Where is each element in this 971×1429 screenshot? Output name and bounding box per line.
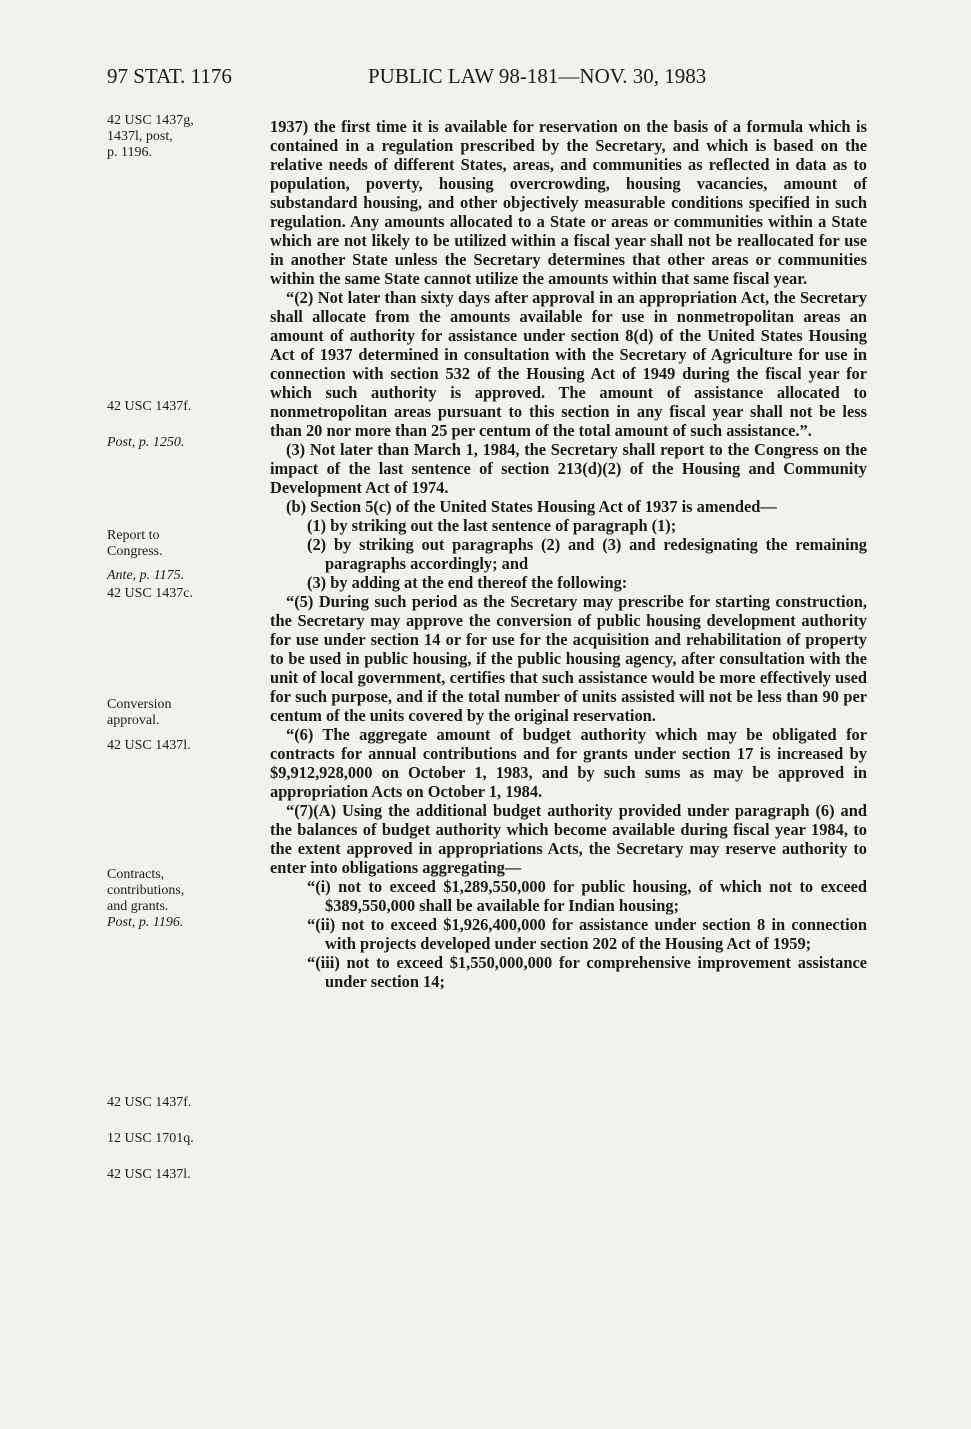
stat-page-number: 97 STAT. 1176 xyxy=(107,64,232,88)
list-item: “(iii) not to exceed $1,550,000,000 for comprehensive improvement assistance under section 14; xyxy=(307,953,867,991)
list-item: (3) by adding at the end thereof the following: xyxy=(307,573,628,592)
paragraph: “(7)(A) Using the additional budget authority provided under paragraph (6) and the balances of budget authority which become available during fiscal year 1984, to the extent approved in appropriations Acts, the Secretary may reserve authority to enter into obligations aggregating— xyxy=(270,801,867,877)
margin-note xyxy=(107,738,247,754)
margin-note xyxy=(107,1131,247,1147)
margin-note-line: and grants. xyxy=(107,899,169,914)
margin-note-line: Post, p. 1250. xyxy=(107,435,185,450)
list-item: (2) by striking out paragraphs (2) and (3) and redesignating the remaining paragraphs accordingly; and xyxy=(307,535,867,573)
margin-note-line: Conversion xyxy=(107,697,172,712)
margin-note-line: 42 USC 1437c. xyxy=(107,586,193,601)
margin-note-line: Post, p. 1196. xyxy=(107,915,184,930)
margin-note xyxy=(107,1095,247,1111)
margin-note-line: 12 USC 1701q. xyxy=(107,1131,194,1146)
margin-note xyxy=(107,113,247,161)
margin-note xyxy=(107,399,247,415)
list-item: “(ii) not to exceed $1,926,400,000 for assistance under section 8 in connection with projects developed under section 202 of the Housing Act of 1959; xyxy=(307,915,867,953)
margin-note-line: Ante, p. 1175. xyxy=(107,568,185,583)
margin-note-line: Report to xyxy=(107,528,160,543)
margin-note xyxy=(107,867,247,931)
margin-note-line: 42 USC 1437l. xyxy=(107,738,191,753)
margin-note-line: Congress. xyxy=(107,544,163,559)
margin-note-line: p. 1196. xyxy=(107,145,152,160)
margin-note-line: 42 USC 1437l. xyxy=(107,1167,191,1182)
margin-note xyxy=(107,1167,247,1183)
margin-note xyxy=(107,568,247,602)
margin-note-line: 42 USC 1437f. xyxy=(107,399,192,414)
margin-note xyxy=(107,528,247,560)
margin-note-line: approval. xyxy=(107,713,160,728)
list-item: “(i) not to exceed $1,289,550,000 for public housing, of which not to exceed $389,550,000 shall be available for Indian housing; xyxy=(307,877,867,915)
margin-note-line: Contracts, xyxy=(107,867,165,882)
list-item: (1) by striking out the last sentence of paragraph (1); xyxy=(307,516,677,535)
paragraph: (b) Section 5(c) of the United States Housing Act of 1937 is amended— xyxy=(286,497,777,516)
margin-note-line: 42 USC 1437g, xyxy=(107,113,194,128)
margin-note-line: contributions, xyxy=(107,883,185,898)
paragraph: “(5) During such period as the Secretary may prescribe for starting construction, the Secretary may approve the conversion of public housing development authority for use under section 14 or for use for the acquisition and rehabilitation of property to be used in public housing, if the public housing agency, after consultation with the unit of local government, certifies that such assistance would be more effectively used for such purpose, and if the total number of units assisted will not be less than 90 per centum of the units covered by the original reservation. xyxy=(270,592,867,725)
paragraph: (3) Not later than March 1, 1984, the Secretary shall report to the Congress on the impact of the last sentence of section 213(d)(2) of the Housing and Community Development Act of 1974. xyxy=(270,440,867,497)
paragraph: “(2) Not later than sixty days after approval in an appropriation Act, the Secretary shall allocate from the amounts available for use in nonmetropolitan areas an amount of authority for assistance under section 8(d) of the United States Housing Act of 1937 determined in consultation with the Secretary of Agriculture for use in connection with section 532 of the Housing Act of 1949 during the fiscal year for which such authority is approved. The amount of assistance allocated to nonmetropolitan areas pursuant to this section in any fiscal year shall not be less than 20 nor more than 25 per centum of the total amount of such assistance.”. xyxy=(270,288,867,440)
running-head-title: PUBLIC LAW 98-181—NOV. 30, 1983 xyxy=(368,64,707,88)
margin-note xyxy=(107,697,247,729)
body-text xyxy=(270,117,867,991)
margin-note-line: 42 USC 1437f. xyxy=(107,1095,192,1110)
paragraph: “(6) The aggregate amount of budget authority which may be obligated for contracts for annual contributions and for grants under section 17 is increased by $9,912,928,000 on October 1, 1983, and by such sums as may be approved in appropriation Acts on October 1, 1984. xyxy=(270,725,867,801)
margin-note-line: 1437l, post, xyxy=(107,129,173,144)
margin-note xyxy=(107,435,247,451)
paragraph: 1937) the first time it is available for reservation on the basis of a formula which is contained in a regulation prescribed by the Secretary, and which is based on the relative needs of different States, areas, and communities as reflected in data as to population, poverty, housing overcrowding, housing vacancies, amount of substandard housing, and other objectively measurable conditions specified in such regulation. Any amounts allocated to a State or areas or communities within a State which are not likely to be utilized within a fiscal year shall not be reallocated for use in another State unless the Secretary determines that other areas or communities within the same State cannot utilize the amounts within that same fiscal year. xyxy=(270,117,867,288)
